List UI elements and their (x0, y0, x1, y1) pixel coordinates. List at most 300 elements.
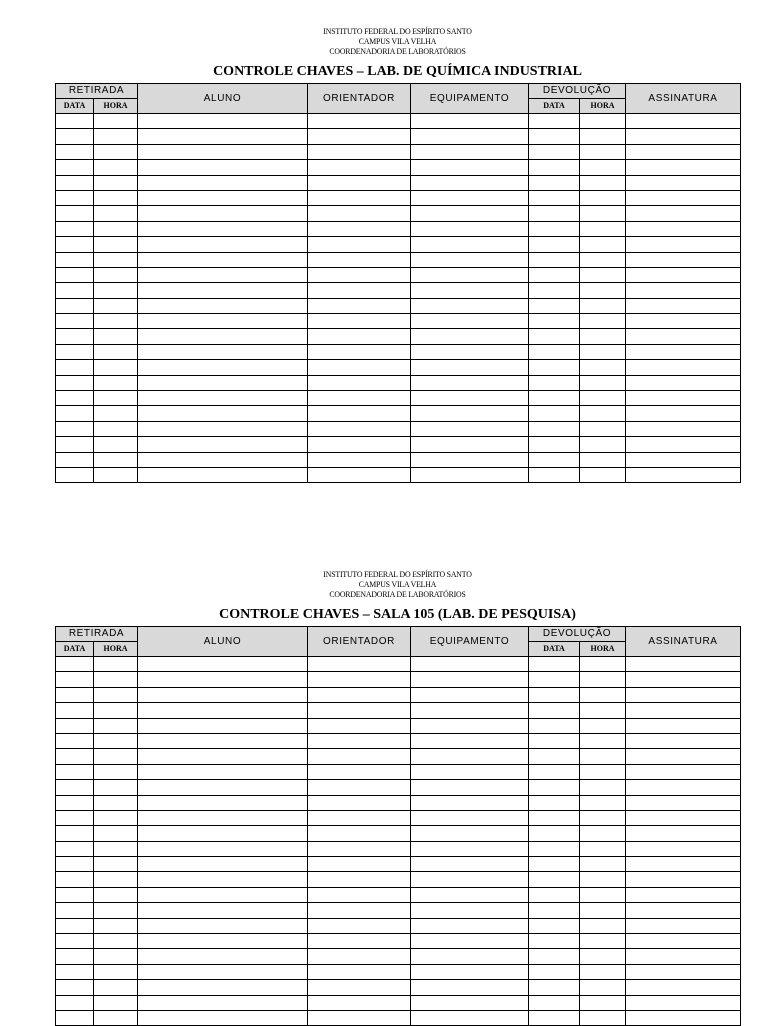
cell-assinatura[interactable] (626, 749, 741, 764)
cell-retirada-data[interactable] (56, 406, 94, 421)
cell-aluno[interactable] (138, 718, 308, 733)
cell-equipamento[interactable] (411, 360, 529, 375)
cell-assinatura[interactable] (626, 221, 741, 236)
cell-equipamento[interactable] (411, 406, 529, 421)
cell-retirada-hora[interactable] (94, 114, 138, 129)
cell-devolucao-hora[interactable] (580, 406, 626, 421)
cell-orientador[interactable] (308, 718, 411, 733)
cell-orientador[interactable] (308, 934, 411, 949)
cell-retirada-data[interactable] (56, 144, 94, 159)
cell-retirada-hora[interactable] (94, 872, 138, 887)
cell-aluno[interactable] (138, 657, 308, 672)
cell-devolucao-hora[interactable] (580, 114, 626, 129)
cell-devolucao-hora[interactable] (580, 795, 626, 810)
cell-orientador[interactable] (308, 344, 411, 359)
cell-devolucao-data[interactable] (529, 190, 580, 205)
cell-equipamento[interactable] (411, 375, 529, 390)
cell-devolucao-data[interactable] (529, 995, 580, 1010)
cell-retirada-hora[interactable] (94, 964, 138, 979)
cell-equipamento[interactable] (411, 780, 529, 795)
cell-equipamento[interactable] (411, 718, 529, 733)
cell-devolucao-data[interactable] (529, 329, 580, 344)
cell-devolucao-data[interactable] (529, 129, 580, 144)
cell-devolucao-hora[interactable] (580, 129, 626, 144)
cell-aluno[interactable] (138, 918, 308, 933)
cell-equipamento[interactable] (411, 421, 529, 436)
cell-retirada-hora[interactable] (94, 995, 138, 1010)
cell-assinatura[interactable] (626, 841, 741, 856)
cell-assinatura[interactable] (626, 206, 741, 221)
cell-retirada-hora[interactable] (94, 467, 138, 482)
cell-orientador[interactable] (308, 703, 411, 718)
cell-equipamento[interactable] (411, 749, 529, 764)
cell-orientador[interactable] (308, 857, 411, 872)
cell-equipamento[interactable] (411, 452, 529, 467)
cell-devolucao-hora[interactable] (580, 733, 626, 748)
cell-aluno[interactable] (138, 329, 308, 344)
cell-assinatura[interactable] (626, 344, 741, 359)
cell-retirada-hora[interactable] (94, 810, 138, 825)
cell-equipamento[interactable] (411, 810, 529, 825)
cell-devolucao-data[interactable] (529, 918, 580, 933)
cell-aluno[interactable] (138, 421, 308, 436)
cell-orientador[interactable] (308, 733, 411, 748)
cell-assinatura[interactable] (626, 391, 741, 406)
cell-retirada-hora[interactable] (94, 857, 138, 872)
cell-orientador[interactable] (308, 980, 411, 995)
cell-retirada-data[interactable] (56, 995, 94, 1010)
cell-retirada-hora[interactable] (94, 657, 138, 672)
cell-assinatura[interactable] (626, 887, 741, 902)
cell-retirada-hora[interactable] (94, 949, 138, 964)
cell-aluno[interactable] (138, 733, 308, 748)
cell-devolucao-data[interactable] (529, 872, 580, 887)
cell-orientador[interactable] (308, 283, 411, 298)
cell-orientador[interactable] (308, 872, 411, 887)
cell-orientador[interactable] (308, 237, 411, 252)
cell-orientador[interactable] (308, 964, 411, 979)
cell-retirada-hora[interactable] (94, 267, 138, 282)
cell-retirada-hora[interactable] (94, 887, 138, 902)
cell-orientador[interactable] (308, 221, 411, 236)
cell-equipamento[interactable] (411, 764, 529, 779)
cell-retirada-hora[interactable] (94, 237, 138, 252)
cell-equipamento[interactable] (411, 657, 529, 672)
cell-assinatura[interactable] (626, 795, 741, 810)
cell-equipamento[interactable] (411, 237, 529, 252)
cell-devolucao-hora[interactable] (580, 329, 626, 344)
cell-orientador[interactable] (308, 252, 411, 267)
cell-retirada-hora[interactable] (94, 452, 138, 467)
cell-retirada-hora[interactable] (94, 826, 138, 841)
cell-assinatura[interactable] (626, 872, 741, 887)
cell-retirada-data[interactable] (56, 872, 94, 887)
cell-retirada-data[interactable] (56, 360, 94, 375)
cell-retirada-data[interactable] (56, 980, 94, 995)
cell-assinatura[interactable] (626, 903, 741, 918)
cell-retirada-hora[interactable] (94, 764, 138, 779)
cell-equipamento[interactable] (411, 949, 529, 964)
cell-equipamento[interactable] (411, 795, 529, 810)
cell-devolucao-data[interactable] (529, 672, 580, 687)
cell-aluno[interactable] (138, 175, 308, 190)
cell-orientador[interactable] (308, 329, 411, 344)
cell-retirada-hora[interactable] (94, 672, 138, 687)
cell-devolucao-hora[interactable] (580, 841, 626, 856)
cell-assinatura[interactable] (626, 314, 741, 329)
cell-aluno[interactable] (138, 144, 308, 159)
cell-assinatura[interactable] (626, 144, 741, 159)
cell-orientador[interactable] (308, 826, 411, 841)
cell-aluno[interactable] (138, 221, 308, 236)
cell-equipamento[interactable] (411, 934, 529, 949)
cell-orientador[interactable] (308, 129, 411, 144)
cell-aluno[interactable] (138, 841, 308, 856)
cell-orientador[interactable] (308, 375, 411, 390)
cell-equipamento[interactable] (411, 252, 529, 267)
cell-equipamento[interactable] (411, 314, 529, 329)
cell-aluno[interactable] (138, 375, 308, 390)
cell-retirada-data[interactable] (56, 175, 94, 190)
cell-retirada-hora[interactable] (94, 329, 138, 344)
cell-devolucao-hora[interactable] (580, 267, 626, 282)
cell-devolucao-hora[interactable] (580, 657, 626, 672)
cell-retirada-data[interactable] (56, 826, 94, 841)
cell-assinatura[interactable] (626, 718, 741, 733)
cell-aluno[interactable] (138, 672, 308, 687)
cell-equipamento[interactable] (411, 841, 529, 856)
cell-devolucao-hora[interactable] (580, 221, 626, 236)
cell-orientador[interactable] (308, 918, 411, 933)
cell-devolucao-hora[interactable] (580, 391, 626, 406)
cell-devolucao-data[interactable] (529, 314, 580, 329)
cell-devolucao-data[interactable] (529, 114, 580, 129)
cell-retirada-data[interactable] (56, 780, 94, 795)
cell-retirada-data[interactable] (56, 918, 94, 933)
cell-aluno[interactable] (138, 964, 308, 979)
cell-orientador[interactable] (308, 267, 411, 282)
cell-aluno[interactable] (138, 467, 308, 482)
cell-assinatura[interactable] (626, 964, 741, 979)
cell-retirada-hora[interactable] (94, 406, 138, 421)
cell-retirada-data[interactable] (56, 298, 94, 313)
cell-devolucao-data[interactable] (529, 887, 580, 902)
cell-aluno[interactable] (138, 267, 308, 282)
cell-devolucao-data[interactable] (529, 175, 580, 190)
cell-equipamento[interactable] (411, 672, 529, 687)
cell-assinatura[interactable] (626, 421, 741, 436)
cell-assinatura[interactable] (626, 949, 741, 964)
cell-orientador[interactable] (308, 467, 411, 482)
cell-devolucao-data[interactable] (529, 841, 580, 856)
cell-orientador[interactable] (308, 360, 411, 375)
cell-aluno[interactable] (138, 406, 308, 421)
cell-retirada-hora[interactable] (94, 344, 138, 359)
cell-devolucao-data[interactable] (529, 826, 580, 841)
cell-assinatura[interactable] (626, 175, 741, 190)
cell-retirada-hora[interactable] (94, 375, 138, 390)
cell-devolucao-hora[interactable] (580, 360, 626, 375)
cell-devolucao-data[interactable] (529, 934, 580, 949)
cell-equipamento[interactable] (411, 995, 529, 1010)
cell-devolucao-data[interactable] (529, 252, 580, 267)
cell-orientador[interactable] (308, 995, 411, 1010)
cell-retirada-data[interactable] (56, 344, 94, 359)
cell-equipamento[interactable] (411, 467, 529, 482)
cell-devolucao-hora[interactable] (580, 421, 626, 436)
cell-assinatura[interactable] (626, 780, 741, 795)
cell-devolucao-data[interactable] (529, 810, 580, 825)
cell-devolucao-data[interactable] (529, 903, 580, 918)
cell-aluno[interactable] (138, 980, 308, 995)
cell-retirada-data[interactable] (56, 421, 94, 436)
cell-devolucao-data[interactable] (529, 421, 580, 436)
cell-orientador[interactable] (308, 672, 411, 687)
cell-equipamento[interactable] (411, 687, 529, 702)
cell-assinatura[interactable] (626, 114, 741, 129)
cell-aluno[interactable] (138, 129, 308, 144)
cell-aluno[interactable] (138, 780, 308, 795)
cell-assinatura[interactable] (626, 160, 741, 175)
cell-retirada-data[interactable] (56, 934, 94, 949)
cell-devolucao-hora[interactable] (580, 175, 626, 190)
cell-retirada-data[interactable] (56, 267, 94, 282)
cell-devolucao-data[interactable] (529, 237, 580, 252)
cell-orientador[interactable] (308, 841, 411, 856)
cell-devolucao-hora[interactable] (580, 887, 626, 902)
cell-retirada-data[interactable] (56, 283, 94, 298)
cell-orientador[interactable] (308, 903, 411, 918)
cell-aluno[interactable] (138, 703, 308, 718)
cell-equipamento[interactable] (411, 887, 529, 902)
cell-devolucao-data[interactable] (529, 733, 580, 748)
cell-devolucao-data[interactable] (529, 144, 580, 159)
cell-orientador[interactable] (308, 406, 411, 421)
cell-orientador[interactable] (308, 887, 411, 902)
cell-orientador[interactable] (308, 114, 411, 129)
cell-retirada-hora[interactable] (94, 703, 138, 718)
cell-assinatura[interactable] (626, 857, 741, 872)
cell-assinatura[interactable] (626, 406, 741, 421)
cell-devolucao-hora[interactable] (580, 703, 626, 718)
cell-retirada-hora[interactable] (94, 795, 138, 810)
cell-devolucao-data[interactable] (529, 360, 580, 375)
cell-orientador[interactable] (308, 190, 411, 205)
cell-aluno[interactable] (138, 795, 308, 810)
cell-retirada-hora[interactable] (94, 298, 138, 313)
cell-aluno[interactable] (138, 857, 308, 872)
cell-retirada-hora[interactable] (94, 360, 138, 375)
cell-equipamento[interactable] (411, 160, 529, 175)
cell-devolucao-data[interactable] (529, 703, 580, 718)
cell-devolucao-hora[interactable] (580, 452, 626, 467)
cell-devolucao-hora[interactable] (580, 857, 626, 872)
cell-devolucao-data[interactable] (529, 344, 580, 359)
cell-assinatura[interactable] (626, 995, 741, 1010)
cell-retirada-data[interactable] (56, 437, 94, 452)
cell-devolucao-data[interactable] (529, 298, 580, 313)
cell-devolucao-data[interactable] (529, 764, 580, 779)
cell-devolucao-data[interactable] (529, 206, 580, 221)
cell-devolucao-hora[interactable] (580, 918, 626, 933)
cell-equipamento[interactable] (411, 329, 529, 344)
cell-devolucao-data[interactable] (529, 687, 580, 702)
cell-devolucao-data[interactable] (529, 375, 580, 390)
cell-aluno[interactable] (138, 190, 308, 205)
cell-aluno[interactable] (138, 810, 308, 825)
cell-devolucao-hora[interactable] (580, 190, 626, 205)
cell-orientador[interactable] (308, 687, 411, 702)
cell-orientador[interactable] (308, 949, 411, 964)
cell-retirada-hora[interactable] (94, 980, 138, 995)
cell-retirada-hora[interactable] (94, 391, 138, 406)
cell-retirada-hora[interactable] (94, 190, 138, 205)
cell-orientador[interactable] (308, 421, 411, 436)
cell-devolucao-hora[interactable] (580, 467, 626, 482)
cell-devolucao-hora[interactable] (580, 903, 626, 918)
cell-equipamento[interactable] (411, 733, 529, 748)
cell-retirada-data[interactable] (56, 657, 94, 672)
cell-orientador[interactable] (308, 206, 411, 221)
cell-aluno[interactable] (138, 934, 308, 949)
cell-retirada-data[interactable] (56, 949, 94, 964)
cell-aluno[interactable] (138, 206, 308, 221)
cell-assinatura[interactable] (626, 190, 741, 205)
cell-devolucao-data[interactable] (529, 795, 580, 810)
cell-devolucao-hora[interactable] (580, 314, 626, 329)
cell-retirada-hora[interactable] (94, 918, 138, 933)
cell-retirada-data[interactable] (56, 749, 94, 764)
cell-devolucao-hora[interactable] (580, 964, 626, 979)
cell-assinatura[interactable] (626, 467, 741, 482)
cell-retirada-data[interactable] (56, 964, 94, 979)
cell-assinatura[interactable] (626, 980, 741, 995)
cell-aluno[interactable] (138, 749, 308, 764)
cell-assinatura[interactable] (626, 918, 741, 933)
cell-retirada-hora[interactable] (94, 314, 138, 329)
cell-orientador[interactable] (308, 795, 411, 810)
cell-assinatura[interactable] (626, 657, 741, 672)
cell-equipamento[interactable] (411, 826, 529, 841)
cell-retirada-hora[interactable] (94, 283, 138, 298)
cell-devolucao-data[interactable] (529, 749, 580, 764)
cell-aluno[interactable] (138, 437, 308, 452)
cell-retirada-data[interactable] (56, 375, 94, 390)
cell-assinatura[interactable] (626, 360, 741, 375)
cell-retirada-hora[interactable] (94, 718, 138, 733)
cell-equipamento[interactable] (411, 144, 529, 159)
cell-devolucao-hora[interactable] (580, 810, 626, 825)
cell-retirada-data[interactable] (56, 718, 94, 733)
cell-devolucao-hora[interactable] (580, 826, 626, 841)
cell-aluno[interactable] (138, 160, 308, 175)
cell-equipamento[interactable] (411, 703, 529, 718)
cell-assinatura[interactable] (626, 764, 741, 779)
cell-equipamento[interactable] (411, 980, 529, 995)
cell-devolucao-data[interactable] (529, 391, 580, 406)
cell-retirada-data[interactable] (56, 329, 94, 344)
cell-retirada-hora[interactable] (94, 129, 138, 144)
cell-retirada-hora[interactable] (94, 421, 138, 436)
cell-retirada-data[interactable] (56, 129, 94, 144)
cell-retirada-data[interactable] (56, 252, 94, 267)
cell-retirada-data[interactable] (56, 160, 94, 175)
cell-retirada-data[interactable] (56, 237, 94, 252)
cell-devolucao-hora[interactable] (580, 749, 626, 764)
cell-retirada-hora[interactable] (94, 934, 138, 949)
cell-devolucao-data[interactable] (529, 452, 580, 467)
cell-orientador[interactable] (308, 780, 411, 795)
cell-aluno[interactable] (138, 826, 308, 841)
cell-aluno[interactable] (138, 344, 308, 359)
cell-equipamento[interactable] (411, 298, 529, 313)
cell-aluno[interactable] (138, 283, 308, 298)
cell-assinatura[interactable] (626, 672, 741, 687)
cell-orientador[interactable] (308, 391, 411, 406)
cell-devolucao-hora[interactable] (580, 206, 626, 221)
cell-assinatura[interactable] (626, 452, 741, 467)
cell-retirada-data[interactable] (56, 114, 94, 129)
cell-equipamento[interactable] (411, 129, 529, 144)
cell-retirada-hora[interactable] (94, 221, 138, 236)
cell-assinatura[interactable] (626, 237, 741, 252)
cell-devolucao-data[interactable] (529, 160, 580, 175)
cell-devolucao-hora[interactable] (580, 872, 626, 887)
cell-aluno[interactable] (138, 764, 308, 779)
cell-retirada-data[interactable] (56, 733, 94, 748)
cell-equipamento[interactable] (411, 283, 529, 298)
cell-equipamento[interactable] (411, 344, 529, 359)
cell-equipamento[interactable] (411, 221, 529, 236)
cell-retirada-hora[interactable] (94, 780, 138, 795)
cell-devolucao-hora[interactable] (580, 237, 626, 252)
cell-assinatura[interactable] (626, 252, 741, 267)
cell-retirada-data[interactable] (56, 841, 94, 856)
cell-assinatura[interactable] (626, 733, 741, 748)
cell-assinatura[interactable] (626, 810, 741, 825)
cell-retirada-hora[interactable] (94, 206, 138, 221)
cell-devolucao-hora[interactable] (580, 375, 626, 390)
cell-equipamento[interactable] (411, 175, 529, 190)
cell-aluno[interactable] (138, 687, 308, 702)
cell-retirada-data[interactable] (56, 687, 94, 702)
cell-retirada-hora[interactable] (94, 160, 138, 175)
cell-devolucao-hora[interactable] (580, 252, 626, 267)
cell-devolucao-data[interactable] (529, 718, 580, 733)
cell-retirada-data[interactable] (56, 795, 94, 810)
cell-retirada-hora[interactable] (94, 687, 138, 702)
cell-devolucao-hora[interactable] (580, 298, 626, 313)
cell-aluno[interactable] (138, 452, 308, 467)
cell-retirada-hora[interactable] (94, 252, 138, 267)
cell-orientador[interactable] (308, 810, 411, 825)
cell-equipamento[interactable] (411, 872, 529, 887)
cell-aluno[interactable] (138, 314, 308, 329)
cell-retirada-hora[interactable] (94, 733, 138, 748)
cell-orientador[interactable] (308, 160, 411, 175)
cell-retirada-data[interactable] (56, 672, 94, 687)
cell-equipamento[interactable] (411, 267, 529, 282)
cell-assinatura[interactable] (626, 437, 741, 452)
cell-equipamento[interactable] (411, 857, 529, 872)
cell-retirada-data[interactable] (56, 452, 94, 467)
cell-aluno[interactable] (138, 237, 308, 252)
cell-assinatura[interactable] (626, 934, 741, 949)
cell-orientador[interactable] (308, 764, 411, 779)
cell-devolucao-hora[interactable] (580, 672, 626, 687)
cell-retirada-data[interactable] (56, 190, 94, 205)
cell-assinatura[interactable] (626, 826, 741, 841)
